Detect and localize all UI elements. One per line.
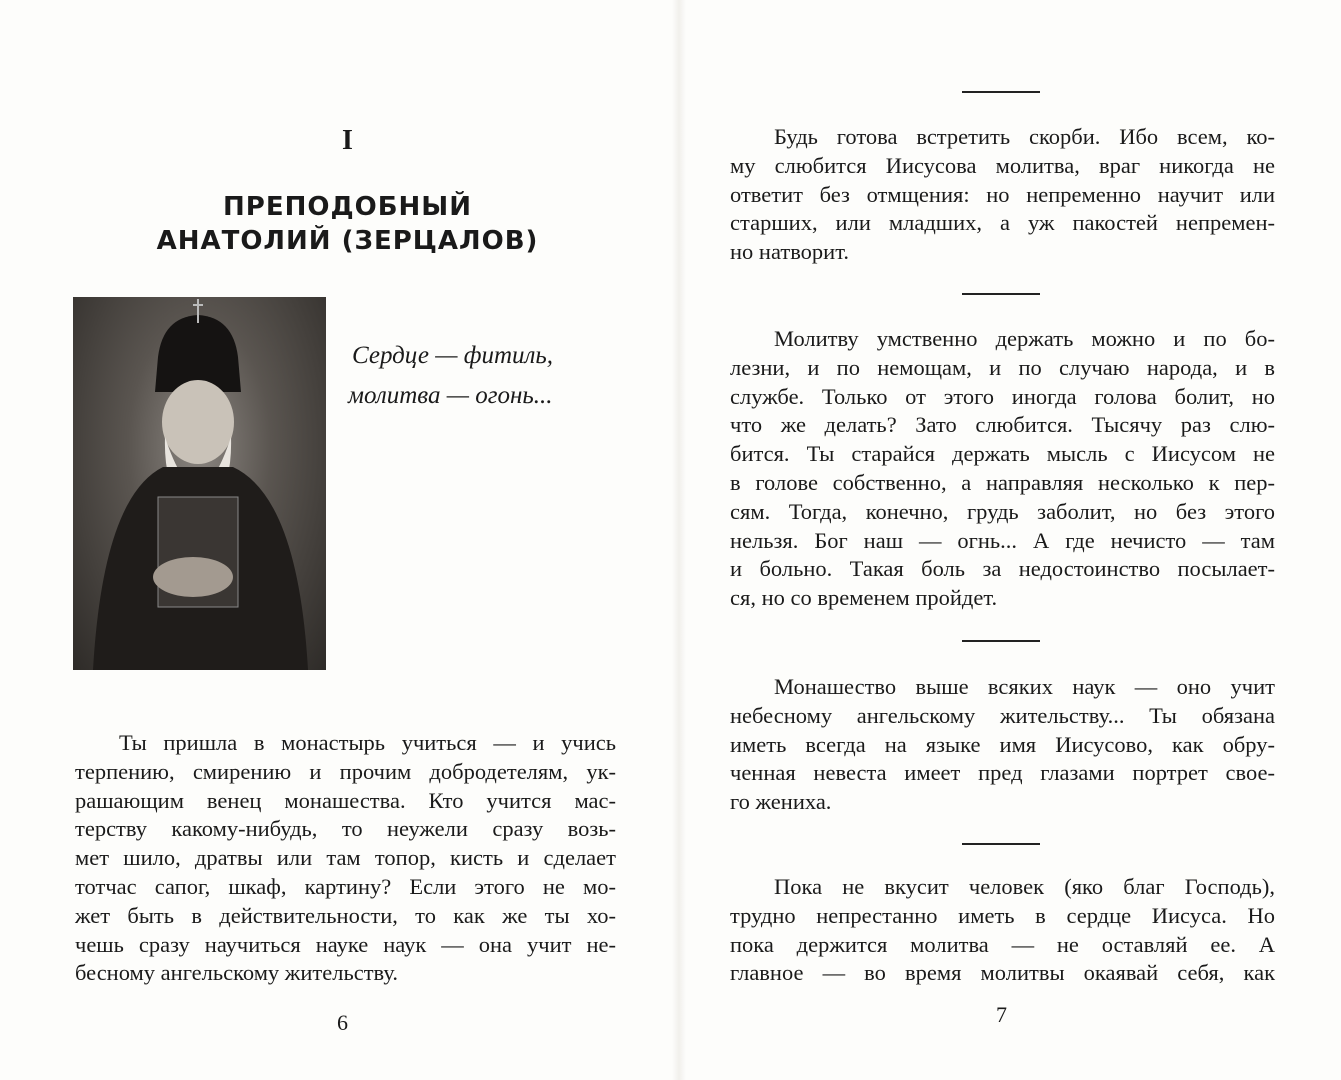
text-line: бесному ангельскому жительству. (75, 960, 398, 986)
text-line: мет шило, дратвы или там топор, кисть и сделает (75, 845, 616, 871)
text-line: му слюбится Иисусова молитва, враг никогда не (730, 152, 1275, 178)
text-line: пока держится молитва — не оставляй ее. А (730, 931, 1275, 957)
text-line: ченная невеста имеет пред глазами портрет свое- (730, 760, 1275, 786)
text-line: терпению, смирению и прочим добродетелям, ук- (75, 758, 616, 784)
text-line: рашающим венец монашества. Кто учится мас- (75, 787, 616, 813)
text-line: бится. Ты старайся держать мысль с Иисусом не (730, 441, 1275, 467)
epigraph (348, 336, 553, 416)
text-line: в голове собственно, а направляя несколько к пер- (730, 469, 1275, 495)
text-line: главное — во время молитвы окаявай себя, как (730, 960, 1275, 986)
portrait-photo (73, 297, 326, 670)
text-line: что же делать? Зато слюбится. Тысячу раз слю- (730, 412, 1275, 438)
epigraph-line: молитва — огонь... (348, 382, 553, 409)
text-line: сям. Тогда, конечно, грудь заболит, но без этого (730, 498, 1275, 524)
page-number: 7 (996, 1002, 1007, 1027)
text-line: старших, или младших, а уж пакостей непремен- (730, 210, 1275, 236)
paragraph (730, 123, 1275, 267)
text-line: Ты пришла в монастырь учиться — и учись (119, 730, 616, 755)
text-line: но натворит. (730, 239, 849, 265)
text-line: ответит без отмщения: но непременно научит или (730, 181, 1275, 207)
text-line: Монашество выше всяких наук — оно учит (774, 674, 1275, 699)
text-line: тотчас сапог, шкаф, картину? Если этого не мо- (75, 873, 616, 899)
separator-rule (962, 293, 1040, 295)
title-line: АНАТОЛИЙ (ЗЕРЦАЛОВ) (156, 226, 539, 256)
chapter-title (75, 190, 620, 258)
text-line: жет быть в действительности, то как же ты хо- (75, 902, 616, 928)
separator-rule (962, 640, 1040, 642)
paragraph (730, 673, 1275, 817)
chapter-number: I (342, 125, 353, 156)
separator-rule (962, 843, 1040, 845)
title-line: ПРЕПОДОБНЫЙ (223, 192, 472, 222)
text-line: Пока не вкусит человек (яко благ Господь), (774, 874, 1275, 899)
paragraph (730, 325, 1275, 613)
text-line: го жениха. (730, 789, 832, 815)
text-line: ся, но со временем пройдет. (730, 585, 998, 611)
text-line: и больно. Такая боль за недостоинство посылает- (730, 556, 1275, 582)
text-line: иметь всегда на языке имя Иисусово, как обру- (730, 731, 1275, 757)
text-line: чешь сразу научиться науке наук — она учит не- (75, 931, 616, 957)
separator-rule (962, 91, 1040, 93)
text-line: Будь готова встретить скорби. Ибо всем, ко- (774, 124, 1275, 149)
page-number: 6 (337, 1010, 348, 1035)
epigraph-line: Сердце — фитиль, (352, 342, 554, 369)
paragraph (75, 729, 616, 988)
text-line: трудно непрестанно иметь в сердце Иисуса. Но (730, 902, 1275, 928)
text-line: небесному ангельскому жительству... Ты обязана (730, 702, 1275, 728)
text-line: лезни, и по немощам, и по случаю народа, и в (730, 354, 1275, 380)
paragraph (730, 873, 1275, 988)
text-line: терству какому-нибудь, то неужели сразу возь- (75, 816, 616, 842)
text-line: службе. Только от этого иногда голова болит, но (730, 383, 1275, 409)
text-line: Молитву умственно держать можно и по бо- (774, 326, 1275, 351)
text-line: нельзя. Бог наш — огнь... А где нечисто — там (730, 527, 1275, 553)
right-page (680, 0, 1341, 1080)
